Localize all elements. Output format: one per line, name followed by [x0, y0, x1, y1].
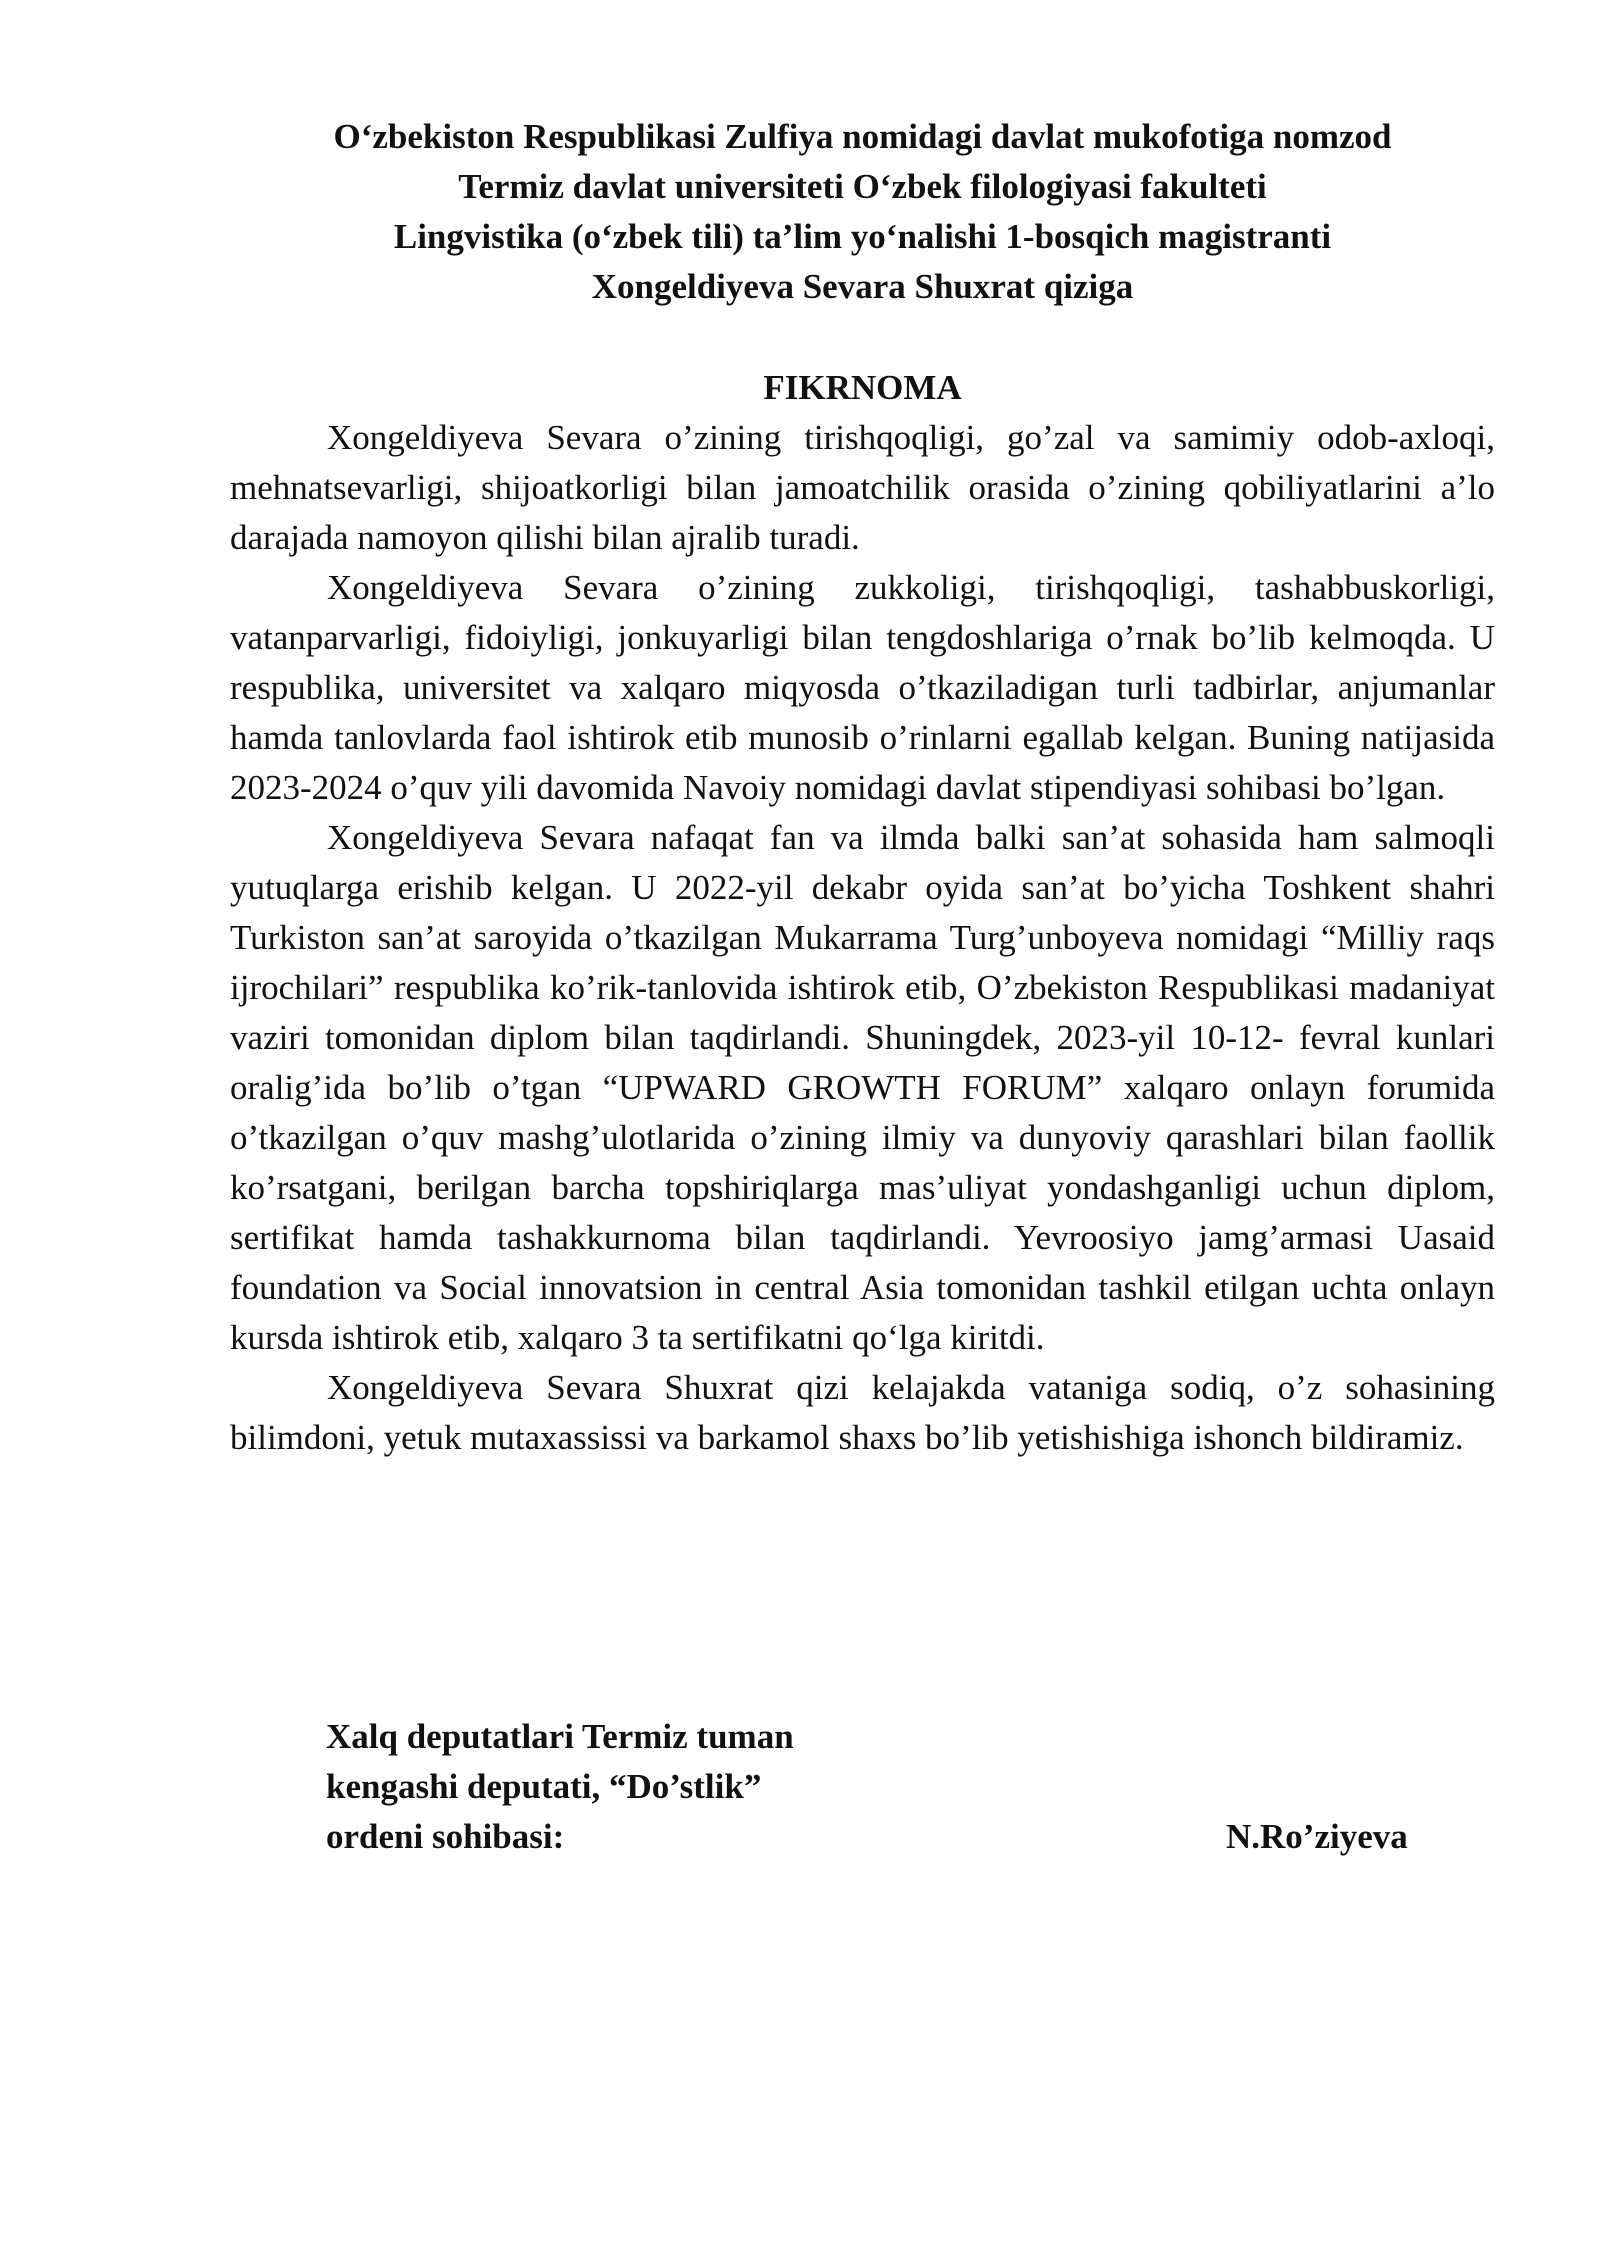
header-line-university: Termiz davlat universiteti O‘zbek filologiyasi fakulteti — [458, 167, 1267, 206]
header-line-recipient: Xongeldiyeva Sevara Shuxrat qiziga — [591, 267, 1134, 306]
signature-position-line-2: kengashi deputati, “Do’stlik” — [326, 1767, 762, 1806]
header-line-nomination: O‘zbekiston Respublikasi Zulfiya nomidagi davlat mukofotiga nomzod — [333, 117, 1392, 156]
document-header — [230, 112, 1495, 312]
signer-name: N.Ro’ziyeva — [1226, 1817, 1408, 1856]
header-line-program: Lingvistika (o‘zbek tili) ta’lim yo‘nalishi 1-bosqich magistranti — [393, 217, 1332, 256]
body-paragraph-1: Xongeldiyeva Sevara o’zining tirishqoqligi, go’zal va samimiy odob-axloqi, mehnatsevarligi, shijoatkorligi bilan jamoatchilik orasida o’zining qobiliyatlarini a’lo darajada namoyon qilishi bilan ajralib turadi. — [230, 418, 1495, 557]
document-body — [230, 413, 1495, 1463]
body-paragraph-3: Xongeldiyeva Sevara nafaqat fan va ilmda balki san’at sohasida ham salmoqli yutuqlarga erishib kelgan. U 2022-yil dekabr oyida san’at bo’yicha Toshkent shahri Turkiston san’at saroyida o’tkazilgan Mukarrama Turg’unboyeva nomidagi “Milliy raqs ijrochilari” respublika ko’rik-tanlovida ishtirok etib, O’zbekiston Respublikasi madaniyat vaziri tomonidan diplom bilan taqdirlandi. Shuningdek, 2023-yil 10-12- fevral kunlari oralig’ida bo’lib o’tgan “UPWARD GROWTH FORUM” xalqaro onlayn forumida o’tkazilgan o’quv mashg’ulotlarida o’zining ilmiy va dunyoviy qarashlari bilan faollik ko’rsatgani, berilgan barcha topshiriqlarga mas’uliyat yondashganligi uchun diplom, sertifikat hamda tashakkurnoma bilan taqdirlandi. Yevroosiyo jamg’armasi Uasaid foundation va Social innovatsion in central Asia tomonidan tashkil etilgan uchta onlayn kursda ishtirok etib, xalqaro 3 ta sertifikatni qo‘lga kiritdi. — [230, 818, 1495, 1357]
signature-position-line-1: Xalq deputatlari Termiz tuman — [326, 1717, 794, 1756]
document-title: FIKRNOMA — [763, 368, 962, 407]
signature-position — [326, 1712, 794, 1862]
body-paragraph-2: Xongeldiyeva Sevara o’zining zukkoligi, tirishqoqligi, tashabbuskorligi, vatanparvarligi, fidoiyligi, jonkuyarligi bilan tengdoshlariga o’rnak bo’lib kelmoqda. U respublika, universitet va xalqaro miqyosda o’tkaziladigan turli tadbirlar, anjumanlar hamda tanlovlarda faol ishtirok etib munosib o’rinlarni egallab kelgan. Buning natijasida 2023-2024 o’quv yili davomida Navoiy nomidagi davlat stipendiyasi sohibasi bo’lgan. — [230, 568, 1495, 807]
signature-position-line-3: ordeni sohibasi: — [326, 1817, 565, 1856]
body-paragraph-4: Xongeldiyeva Sevara Shuxrat qizi kelajakda vataniga sodiq, o’z sohasining bilimdoni, yetuk mutaxassissi va barkamol shaxs bo’lib yetishishiga ishonch bildiramiz. — [230, 1368, 1495, 1457]
